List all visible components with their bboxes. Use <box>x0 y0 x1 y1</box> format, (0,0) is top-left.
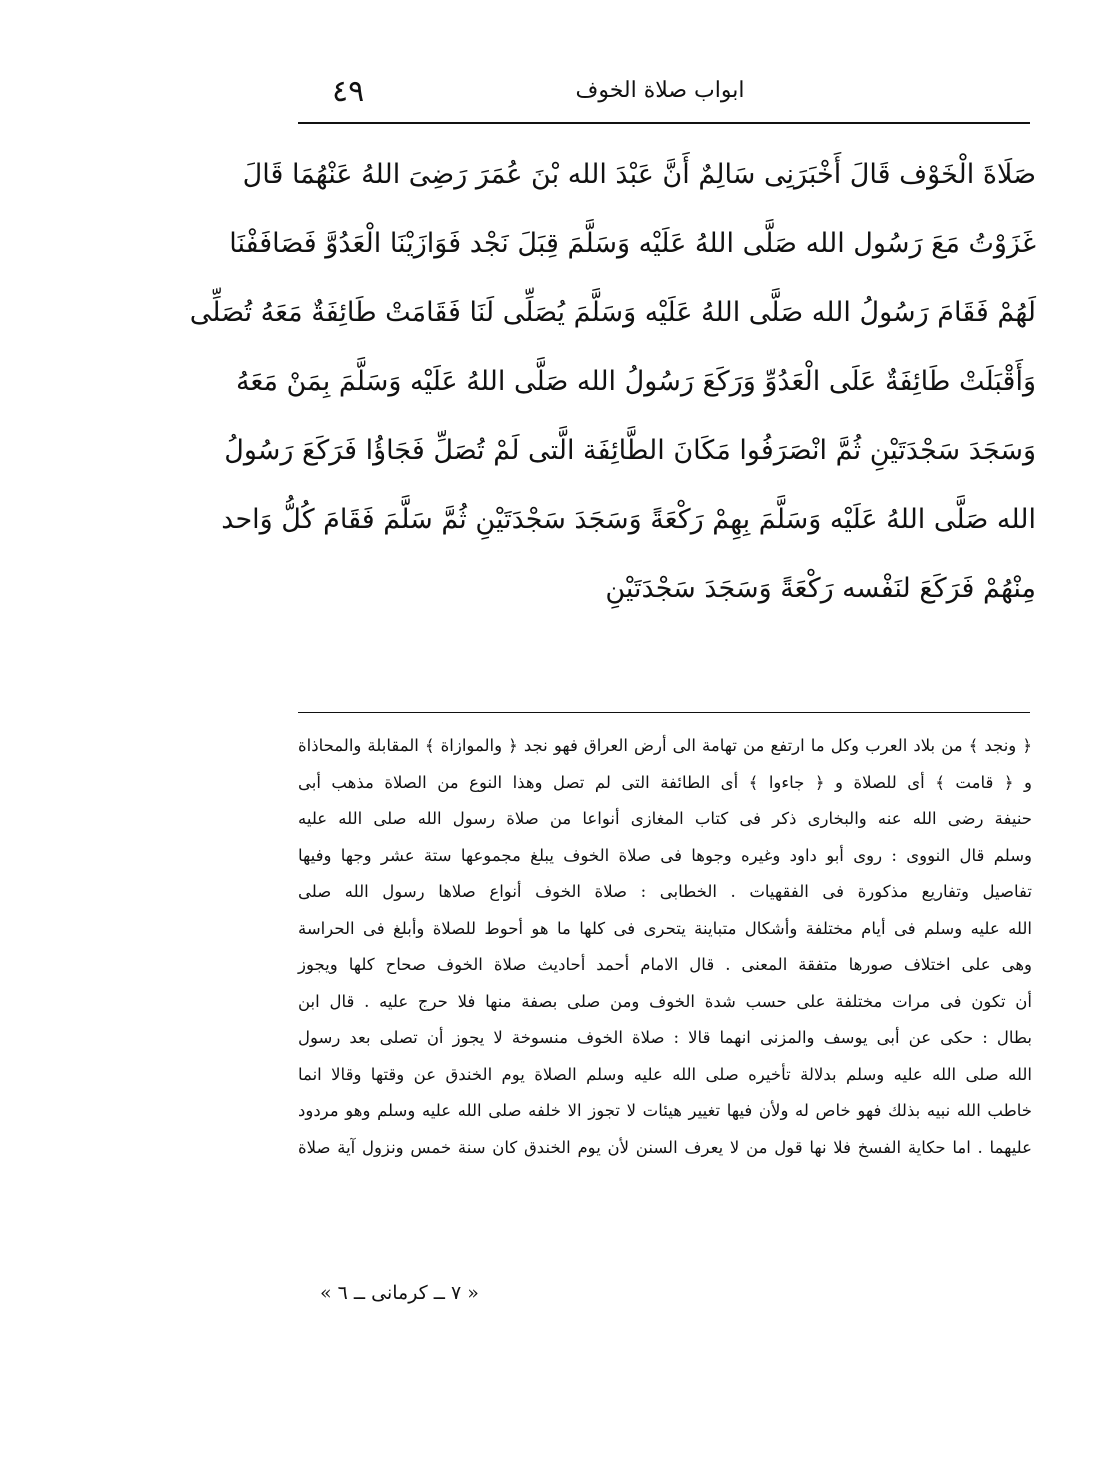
footnote-line: و ﴿ قامت ﴾ أى للصلاة و ﴿ جاءوا ﴾ أى الطائفة التى لم تصل وهذا النوع من الصلاة مذهب أبى <box>298 772 1032 792</box>
footnote-line: الله صلى الله عليه وسلم بدلالة تأخيره صلى الله عليه وسلم الصلاة يوم الخندق عن وقتها وقالا انما <box>298 1064 1032 1084</box>
footnotes-block <box>298 728 1032 1166</box>
footnote-line: عليهما . اما حكاية الفسخ فلا نها قول من لا يعرف السنن لأن يوم الخندق كان سنة خمس ونزول آية صلاة <box>298 1137 1032 1157</box>
main-text-block <box>189 140 1036 623</box>
footnote-line: الله عليه وسلم فى أيام مختلفة وأشكال متباينة يتحرى فى كلها ما هو أحوط للصلاة وأبلغ فى الحراسة <box>298 918 1032 938</box>
main-text-line: غَزَوْتُ مَعَ رَسُول الله صَلَّى اللهُ عَلَيْه وَسَلَّمَ قِبَلَ نَجْد فَوَازَيْنَا الْعَدُوَّ فَصَافَفْنَا <box>229 228 1036 259</box>
main-text-line: لَهُمْ فَقَامَ رَسُولُ الله صَلَّى اللهُ عَلَيْه وَسَلَّمَ يُصَلِّى لَنَا فَقَامَتْ طَائِفَةٌ مَعَهُ تُصَلِّى <box>189 297 1036 328</box>
page-header <box>290 70 1030 118</box>
running-title: ابواب صلاة الخوف <box>575 78 745 103</box>
footnote-line: وسلم قال النووى : روى أبو داود وغيره وجوها فى صلاة الخوف يبلغ مجموعها ستة عشر وجها وفيها <box>298 845 1032 865</box>
footnote-line: ﴿ ونجد ﴾ من بلاد العرب وكل ما ارتفع من تهامة الى أرض العراق فهو نجد ﴿ والموازاة ﴾ المقابلة والمحاذاة <box>298 736 1032 755</box>
main-text-line: وَسَجَدَ سَجْدَتَيْنِ ثُمَّ انْصَرَفُوا مَكَانَ الطَّائِفَة الَّتى لَمْ تُصَلِّ فَجَاؤُا فَرَكَعَ رَسُولُ <box>224 435 1036 466</box>
footnote-line: حنيفة رضى الله عنه والبخارى ذكر فى كتاب المغازى أنواعا من صلاة رسول الله صلى الله عليه <box>298 809 1032 828</box>
footnote-line: بطال : حكى عن أبى يوسف والمزنى انهما قالا : صلاة الخوف منسوخة لا يجوز أن تصلى بعد رسول <box>298 1028 1032 1047</box>
page-number: ٤٩ <box>332 74 365 109</box>
header-rule <box>298 122 1030 124</box>
main-text-line: صَلَاةَ الْخَوْف قَالَ أَخْبَرَنِى سَالِمٌ أَنَّ عَبْدَ الله بْنَ عُمَرَ رَضِىَ اللهُ عَنْهُمَا قَالَ <box>242 159 1036 190</box>
main-text-line: الله صَلَّى اللهُ عَلَيْه وَسَلَّمَ بِهِمْ رَكْعَةً وَسَجَدَ سَجْدَتَيْنِ ثُمَّ سَلَّمَ فَقَامَ كُلُّ وَاحد <box>221 504 1036 535</box>
footnote-line: وهى على اختلاف صورها متفقة المعنى . قال الامام أحمد أحاديث صلاة الخوف صحاح كلها ويجوز <box>298 955 1032 974</box>
printer-signature: « ٧ ــ كرمانى ــ ٦ » <box>320 1282 479 1304</box>
main-text-line: مِنْهُمْ فَرَكَعَ لنَفْسه رَكْعَةً وَسَجَدَ سَجْدَتَيْنِ <box>605 573 1036 604</box>
footnote-line: أن تكون فى مرات مختلفة على حسب شدة الخوف ومن صلى بصفة منها فلا حرج عليه . قال ابن <box>298 991 1032 1011</box>
footnote-separator <box>298 712 1030 713</box>
footnote-line: خاطب الله نبيه بذلك فهو خاص له ولأن فيها تغيير هيئات لا تجوز الا خلفه صلى الله عليه وسلم وهو مردود <box>298 1101 1032 1120</box>
footnote-line: تفاصيل وتفاريع مذكورة فى الفقهيات . الخطابى : صلاة الخوف أنواع صلاها رسول الله صلى <box>298 882 1032 901</box>
main-text-line: وَأَقْبَلَتْ طَائِفَةٌ عَلَى الْعَدُوِّ وَرَكَعَ رَسُولُ الله صَلَّى اللهُ عَلَيْه وَسَلَّمَ بِمَنْ مَعَهُ <box>236 366 1036 397</box>
